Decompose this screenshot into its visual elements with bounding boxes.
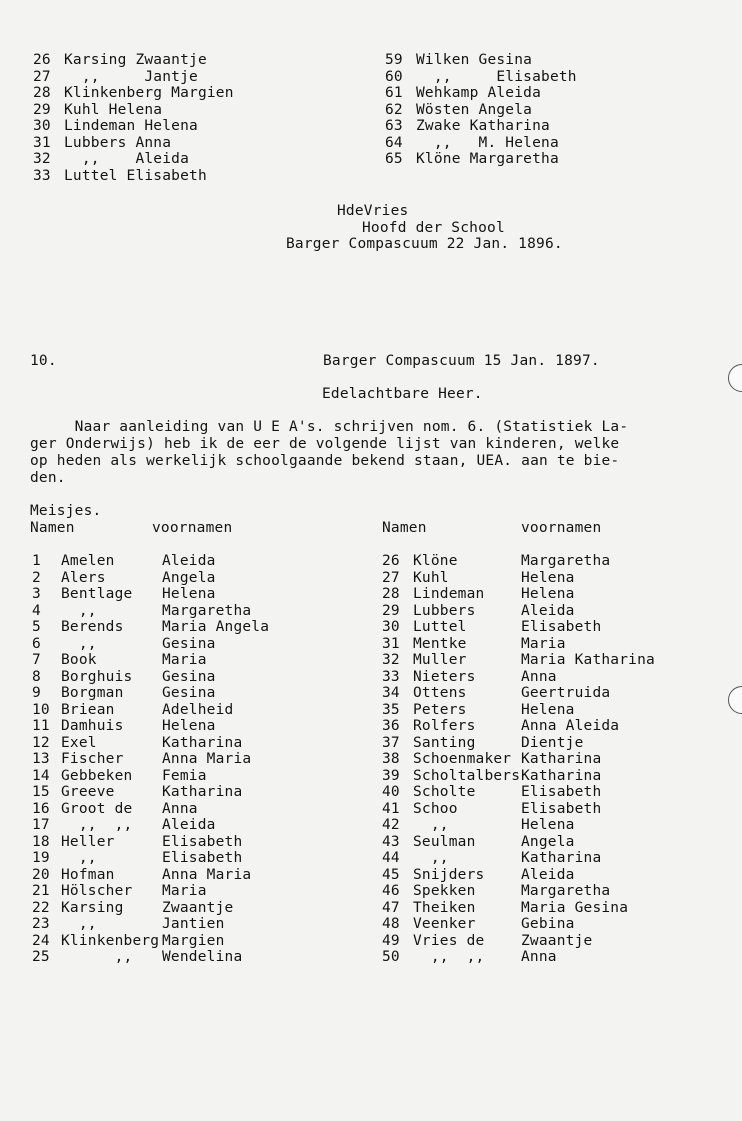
- top-list-name: Lubbers Anna: [64, 134, 172, 151]
- girl-number: 3: [32, 586, 41, 602]
- girl-surname: Alers: [61, 569, 106, 586]
- girl-number: 6: [32, 635, 41, 652]
- girl-first-name: Aleida: [521, 866, 575, 883]
- girl-first-name: Femia: [162, 767, 207, 784]
- girl-number: 50: [382, 949, 400, 965]
- girl-surname: Scholtalbers: [413, 767, 521, 784]
- top-list-name: ,, Jantje: [64, 68, 198, 85]
- girl-number: 43: [382, 833, 400, 850]
- girl-first-name: Gebina: [521, 916, 575, 932]
- girls-heading: Meisjes.: [30, 503, 102, 519]
- girl-number: 24: [32, 932, 50, 949]
- girl-first-name: Aleida: [521, 602, 575, 619]
- top-list-number: 32: [33, 151, 51, 167]
- girl-number: 30: [382, 619, 400, 635]
- girl-first-name: Margaretha: [521, 883, 611, 899]
- girl-first-name: Helena: [521, 817, 575, 833]
- top-list-name: ,, M. Helena: [416, 134, 559, 151]
- girl-surname: Fischer: [61, 751, 124, 767]
- letter-salutation: Edelachtbare Heer.: [322, 386, 483, 402]
- girl-surname: Lindeman: [413, 586, 485, 602]
- girl-surname: Santing: [413, 734, 476, 751]
- letter-number: 10.: [30, 353, 57, 369]
- top-list-name: Wösten Angela: [416, 101, 533, 118]
- top-list-name: Wilken Gesina: [416, 52, 533, 68]
- girl-first-name: Helena: [521, 586, 575, 602]
- girl-number: 47: [382, 899, 400, 916]
- girl-surname: Luttel: [413, 619, 467, 635]
- girl-number: 9: [32, 685, 41, 701]
- girl-number: 35: [382, 701, 400, 718]
- girl-surname: Greeve: [61, 784, 115, 800]
- top-list-name: Wehkamp Aleida: [416, 85, 542, 101]
- girl-surname: Berends: [61, 619, 124, 635]
- girl-number: 36: [382, 718, 400, 734]
- girl-first-name: Maria: [162, 883, 207, 899]
- girl-number: 17: [32, 817, 50, 833]
- girl-first-name: Gesina: [162, 685, 216, 701]
- top-list-number: 65: [385, 151, 403, 167]
- girl-first-name: Maria Angela: [162, 619, 270, 635]
- column-header-first-names: voornamen: [152, 520, 233, 536]
- top-list-number: 59: [385, 52, 403, 68]
- girl-number: 49: [382, 932, 400, 949]
- punch-hole: [728, 686, 742, 714]
- girl-surname: Exel: [61, 734, 97, 751]
- girl-surname: Karsing: [61, 899, 124, 916]
- girl-first-name: Aleida: [162, 817, 216, 833]
- girl-surname: Theiken: [413, 899, 476, 916]
- top-list-number: 60: [385, 68, 403, 85]
- girl-surname: ,, ,,: [61, 817, 133, 833]
- girl-surname: Spekken: [413, 883, 476, 899]
- top-list-number: 61: [385, 85, 403, 101]
- girl-number: 31: [382, 635, 400, 652]
- girl-surname: ,,: [61, 850, 97, 866]
- girl-surname: ,,: [413, 850, 449, 866]
- girl-first-name: Katharina: [521, 850, 602, 866]
- girl-first-name: Elisabeth: [521, 784, 602, 800]
- letter-body-line: Naar aanleiding van U E A's. schrijven nom. 6. (Statistiek La-: [30, 419, 629, 435]
- girl-number: 28: [382, 586, 400, 602]
- girl-surname: Lubbers: [413, 602, 476, 619]
- signature-place-date: Barger Compascuum 22 Jan. 1896.: [286, 236, 563, 252]
- girl-number: 32: [382, 652, 400, 668]
- girl-number: 25: [32, 949, 50, 965]
- girl-surname: Muller: [413, 652, 467, 668]
- girl-surname: Peters: [413, 701, 467, 718]
- girl-first-name: Helena: [521, 701, 575, 718]
- girl-surname: Klöne: [413, 553, 458, 569]
- girl-surname: Borghuis: [61, 668, 133, 685]
- girl-number: 39: [382, 767, 400, 784]
- girl-number: 48: [382, 916, 400, 932]
- girl-surname: Veenker: [413, 916, 476, 932]
- top-list-number: 27: [33, 68, 51, 85]
- girl-first-name: Adelheid: [162, 701, 234, 718]
- girl-number: 4: [32, 602, 41, 619]
- girl-first-name: Margaretha: [162, 602, 252, 619]
- girl-number: 40: [382, 784, 400, 800]
- girl-first-name: Anna: [521, 949, 557, 965]
- girl-number: 22: [32, 899, 50, 916]
- girl-number: 42: [382, 817, 400, 833]
- girl-number: 15: [32, 784, 50, 800]
- girl-first-name: Jantien: [162, 916, 225, 932]
- girl-number: 14: [32, 767, 50, 784]
- girl-number: 11: [32, 718, 50, 734]
- girl-surname: Book: [61, 652, 97, 668]
- girl-surname: Ottens: [413, 685, 467, 701]
- top-list-name: Lindeman Helena: [64, 118, 198, 134]
- girl-first-name: Katharina: [162, 784, 243, 800]
- girl-surname: Heller: [61, 833, 115, 850]
- girl-surname: Damhuis: [61, 718, 124, 734]
- girl-surname: Borgman: [61, 685, 124, 701]
- girl-number: 10: [32, 701, 50, 718]
- girl-first-name: Angela: [521, 833, 575, 850]
- girl-number: 34: [382, 685, 400, 701]
- girl-number: 19: [32, 850, 50, 866]
- girl-first-name: Anna: [521, 668, 557, 685]
- top-list-number: 28: [33, 85, 51, 101]
- top-list-name: Kuhl Helena: [64, 101, 163, 118]
- girl-first-name: Zwaantje: [162, 899, 234, 916]
- girl-surname: ,,: [61, 602, 97, 619]
- girl-number: 37: [382, 734, 400, 751]
- girl-surname: Amelen: [61, 553, 115, 569]
- girl-first-name: Elisabeth: [521, 800, 602, 817]
- girl-surname: Nieters: [413, 668, 476, 685]
- girl-surname: Scholte: [413, 784, 476, 800]
- top-list-number: 30: [33, 118, 51, 134]
- girl-first-name: Wendelina: [162, 949, 243, 965]
- girl-surname: Kuhl: [413, 569, 449, 586]
- letter-body-line: op heden als werkelijk schoolgaande bekend staan, UEA. aan te bie-: [30, 453, 620, 469]
- girl-first-name: Anna Maria: [162, 751, 252, 767]
- girl-first-name: Maria Katharina: [521, 652, 655, 668]
- girl-first-name: Geertruida: [521, 685, 611, 701]
- girl-first-name: Margaretha: [521, 553, 611, 569]
- girl-first-name: Margien: [162, 932, 225, 949]
- girl-number: 29: [382, 602, 400, 619]
- girl-surname: Hölscher: [61, 883, 133, 899]
- column-header-names: Namen: [382, 520, 427, 536]
- girl-number: 1: [32, 553, 41, 569]
- girl-surname: Mentke: [413, 635, 467, 652]
- girl-number: 23: [32, 916, 50, 932]
- punch-hole: [728, 364, 742, 392]
- girl-first-name: Katharina: [521, 751, 602, 767]
- girl-surname: ,,: [61, 635, 97, 652]
- girl-surname: ,,: [413, 817, 449, 833]
- girl-number: 13: [32, 751, 50, 767]
- top-list-number: 63: [385, 118, 403, 134]
- top-list-number: 33: [33, 167, 51, 184]
- girl-first-name: Gesina: [162, 635, 216, 652]
- girl-surname: Rolfers: [413, 718, 476, 734]
- girl-number: 45: [382, 866, 400, 883]
- top-list-number: 26: [33, 52, 51, 68]
- girl-first-name: Helena: [162, 718, 216, 734]
- girl-surname: Snijders: [413, 866, 485, 883]
- top-list-name: Karsing Zwaantje: [64, 52, 207, 68]
- girl-surname: ,, ,,: [413, 949, 485, 965]
- girl-number: 38: [382, 751, 400, 767]
- top-list-name: Zwake Katharina: [416, 118, 550, 134]
- girl-number: 2: [32, 569, 41, 586]
- girl-first-name: Angela: [162, 569, 216, 586]
- girl-first-name: Anna Maria: [162, 866, 252, 883]
- girl-first-name: Helena: [162, 586, 216, 602]
- girl-number: 26: [382, 553, 400, 569]
- top-list-name: Luttel Elisabeth: [64, 167, 207, 184]
- top-list-name: ,, Elisabeth: [416, 68, 577, 85]
- top-list-number: 64: [385, 134, 403, 151]
- girl-number: 20: [32, 866, 50, 883]
- girl-first-name: Anna Aleida: [521, 718, 620, 734]
- girl-first-name: Maria Gesina: [521, 899, 629, 916]
- letter-body-line: ger Onderwijs) heb ik de eer de volgende lijst van kinderen, welke: [30, 436, 620, 452]
- girl-surname: ,,: [61, 916, 97, 932]
- girl-first-name: Dientje: [521, 734, 584, 751]
- top-list-number: 31: [33, 134, 51, 151]
- girl-surname: Groot de: [61, 800, 133, 817]
- girl-number: 44: [382, 850, 400, 866]
- girl-first-name: Katharina: [521, 767, 602, 784]
- girl-surname: Briean: [61, 701, 115, 718]
- signature-name: HdeVries: [337, 203, 409, 219]
- girl-first-name: Elisabeth: [162, 850, 243, 866]
- top-list-number: 62: [385, 101, 403, 118]
- top-list-name: Klinkenberg Margien: [64, 85, 234, 101]
- girl-first-name: Katharina: [162, 734, 243, 751]
- girl-number: 46: [382, 883, 400, 899]
- girl-surname: Vries de: [413, 932, 485, 949]
- girl-first-name: Anna: [162, 800, 198, 817]
- girl-surname: ,,: [61, 949, 133, 965]
- girl-number: 8: [32, 668, 41, 685]
- girl-number: 7: [32, 652, 41, 668]
- girl-first-name: Maria: [521, 635, 566, 652]
- girl-first-name: Aleida: [162, 553, 216, 569]
- girl-number: 21: [32, 883, 50, 899]
- column-header-first-names: voornamen: [521, 520, 602, 536]
- girl-number: 33: [382, 668, 400, 685]
- girl-surname: Schoenmaker: [413, 751, 512, 767]
- girl-first-name: Elisabeth: [521, 619, 602, 635]
- girl-surname: Hofman: [61, 866, 115, 883]
- girl-number: 12: [32, 734, 50, 751]
- top-list-number: 29: [33, 101, 51, 118]
- girl-number: 18: [32, 833, 50, 850]
- signature-title: Hoofd der School: [362, 220, 505, 236]
- girl-surname: Seulman: [413, 833, 476, 850]
- girl-number: 16: [32, 800, 50, 817]
- top-list-name: Klöne Margaretha: [416, 151, 559, 167]
- girl-number: 5: [32, 619, 41, 635]
- girl-surname: Gebbeken: [61, 767, 133, 784]
- girl-surname: Bentlage: [61, 586, 133, 602]
- girl-number: 41: [382, 800, 400, 817]
- girl-surname: Klinkenberg: [61, 932, 160, 949]
- letter-body-line: den.: [30, 470, 66, 486]
- girl-first-name: Maria: [162, 652, 207, 668]
- girl-surname: Schoo: [413, 800, 458, 817]
- top-list-name: ,, Aleida: [64, 151, 190, 167]
- letter-place-date: Barger Compascuum 15 Jan. 1897.: [323, 353, 600, 369]
- girl-first-name: Gesina: [162, 668, 216, 685]
- girl-number: 27: [382, 569, 400, 586]
- girl-first-name: Helena: [521, 569, 575, 586]
- girl-first-name: Elisabeth: [162, 833, 243, 850]
- column-header-names: Namen: [30, 520, 75, 536]
- girl-first-name: Zwaantje: [521, 932, 593, 949]
